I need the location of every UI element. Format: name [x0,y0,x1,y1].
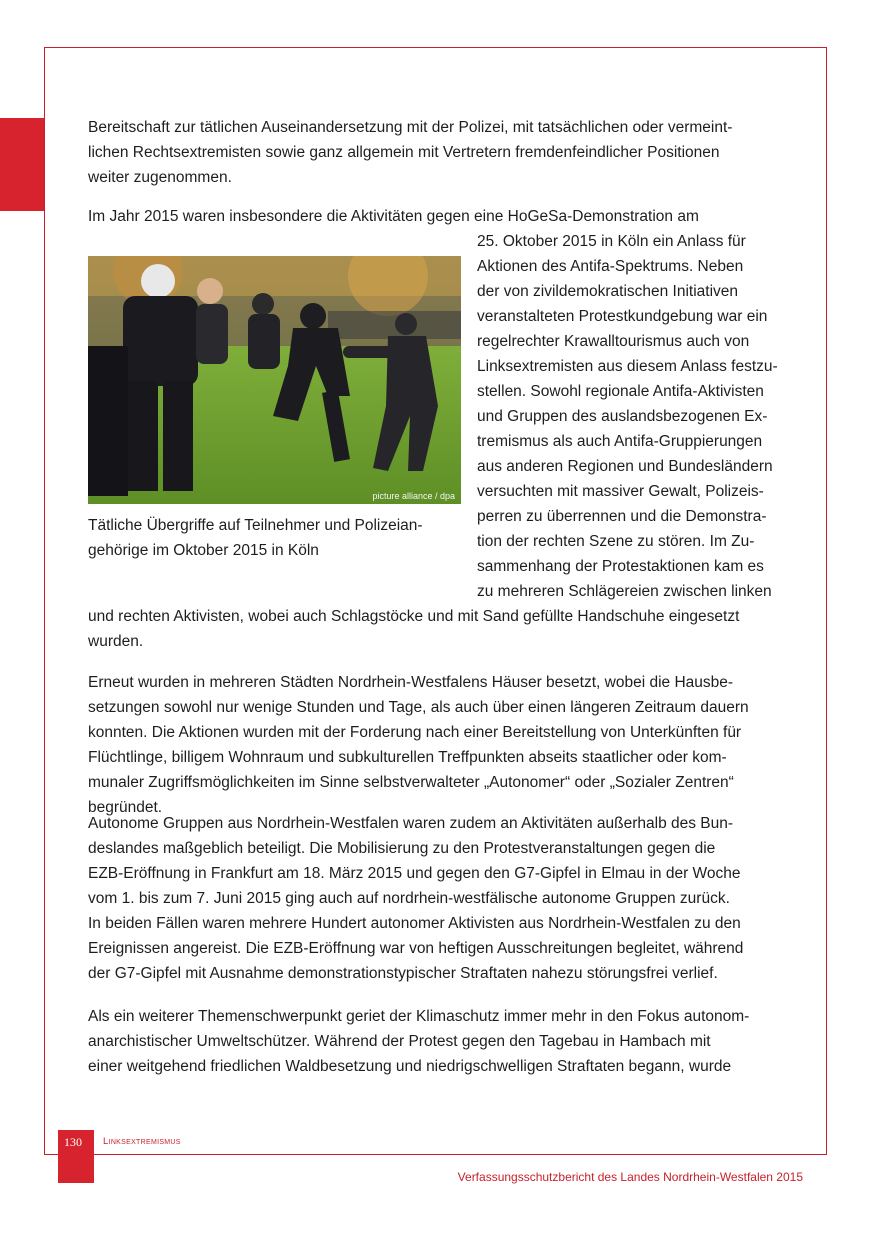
paragraph-3 [88,670,800,820]
text-line: munaler Zugriffsmöglichkeiten im Sinne selbstverwalteter „Autonomer“ oder „Sozialer Zentren“ [88,774,734,791]
text-line: EZB-Eröffnung in Frankfurt am 18. März 2015 und gegen den G7-Gipfel in Elmau in der Woche [88,865,741,882]
text-line: sammenhang der Protestaktionen kam es [477,558,764,575]
paragraph-2-intro [88,204,800,229]
text-line: Flüchtlinge, billigem Wohnraum und subkulturellen Treffpunkten abseits staatlicher oder kom- [88,749,727,766]
text-line: konnten. Die Aktionen wurden mit der Forderung nach einer Bereitstellung von Unterkünften für [88,724,742,741]
caption-line: gehörige im Oktober 2015 in Köln [88,542,319,559]
publication-title: Verfassungsschutzbericht des Landes Nordrhein-Westfalen 2015 [457,1170,803,1184]
page-number: 130 [64,1135,82,1149]
paragraph-1 [88,115,800,190]
text-line: deslandes maßgeblich beteiligt. Die Mobilisierung zu den Protestveranstaltungen gegen die [88,840,716,857]
text-line: regelrechter Krawalltourismus auch von [477,333,750,350]
text-line: perren zu überrennen und die Demonstra- [477,508,767,525]
text-line: versuchten mit massiver Gewalt, Polizeis- [477,483,764,500]
paragraph-2-tail [88,604,800,654]
text-line: Im Jahr 2015 waren insbesondere die Aktivitäten gegen eine HoGeSa-Demonstration am [88,208,699,225]
text-line: tremismus als auch Antifa-Gruppierungen [477,433,763,450]
chapter-tab-marker [0,118,44,211]
text-line: Erneut wurden in mehreren Städten Nordrhein-Westfalens Häuser besetzt, wobei die Hausbe- [88,674,734,691]
text-line: anarchistischer Umweltschützer. Während der Protest gegen den Tagebau in Hambach mit [88,1033,711,1050]
text-line: der G7-Gipfel mit Ausnahme demonstrationstypischer Straftaten nahezu störungsfrei verlief. [88,965,718,982]
text-line: tion der rechten Szene zu stören. Im Zu- [477,533,755,550]
text-line: Autonome Gruppen aus Nordrhein-Westfalen waren zudem an Aktivitäten außerhalb des Bun- [88,815,734,832]
photo-illustration [88,256,461,504]
text-line: zu mehreren Schlägereien zwischen linken [477,583,772,600]
page-number-box [58,1130,94,1183]
photo-credit: picture alliance / dpa [372,491,455,501]
text-line: Linksextremisten aus diesem Anlass festzu- [477,358,778,375]
text-line: einer weitgehend friedlichen Waldbesetzung und niedrigschwelligen Straftaten begann, wurde [88,1058,732,1075]
text-line: weiter zugenommen. [88,169,232,186]
section-label: Linksextremismus [103,1136,181,1147]
text-line: lichen Rechtsextremisten sowie ganz allgemein mit Vertretern fremdenfeindlicher Positionen [88,144,720,161]
text-line: Ereignissen angereist. Die EZB-Eröffnung war von heftigen Ausschreitungen begleitet, während [88,940,744,957]
caption-line: Tätliche Übergriffe auf Teilnehmer und Polizeian- [88,517,423,534]
text-line: veranstalteten Protestkundgebung war ein [477,308,768,325]
text-line: Aktionen des Antifa-Spektrums. Neben [477,258,744,275]
text-line: Bereitschaft zur tätlichen Auseinandersetzung mit der Polizei, mit tatsächlichen oder vermeint- [88,119,733,136]
paragraph-2-column [477,229,807,604]
text-line: aus anderen Regionen und Bundesländern [477,458,773,475]
text-line: Als ein weiterer Themenschwerpunkt geriet der Klimaschutz immer mehr in den Fokus autonom- [88,1008,750,1025]
text-line: begründet. [88,799,163,816]
news-photo [88,256,461,504]
paragraph-4 [88,811,800,986]
paragraph-5 [88,1004,800,1079]
text-line: und Gruppen des auslandsbezogenen Ex- [477,408,768,425]
photo-caption [88,513,458,563]
text-line: setzungen sowohl nur wenige Stunden und Tage, als auch über einen längeren Zeitraum dauern [88,699,749,716]
text-line: 25. Oktober 2015 in Köln ein Anlass für [477,233,746,250]
text-line: und rechten Aktivisten, wobei auch Schlagstöcke und mit Sand gefüllte Handschuhe eingesetzt [88,608,740,625]
text-line: vom 1. bis zum 7. Juni 2015 ging auch auf nordrhein-westfälische autonome Gruppen zurück. [88,890,730,907]
text-line: In beiden Fällen waren mehrere Hundert autonomer Aktivisten aus Nordrhein-Westfalen zu den [88,915,741,932]
text-line: wurden. [88,633,144,650]
text-line: der von zivildemokratischen Initiativen [477,283,739,300]
text-line: stellen. Sowohl regionale Antifa-Aktivisten [477,383,764,400]
